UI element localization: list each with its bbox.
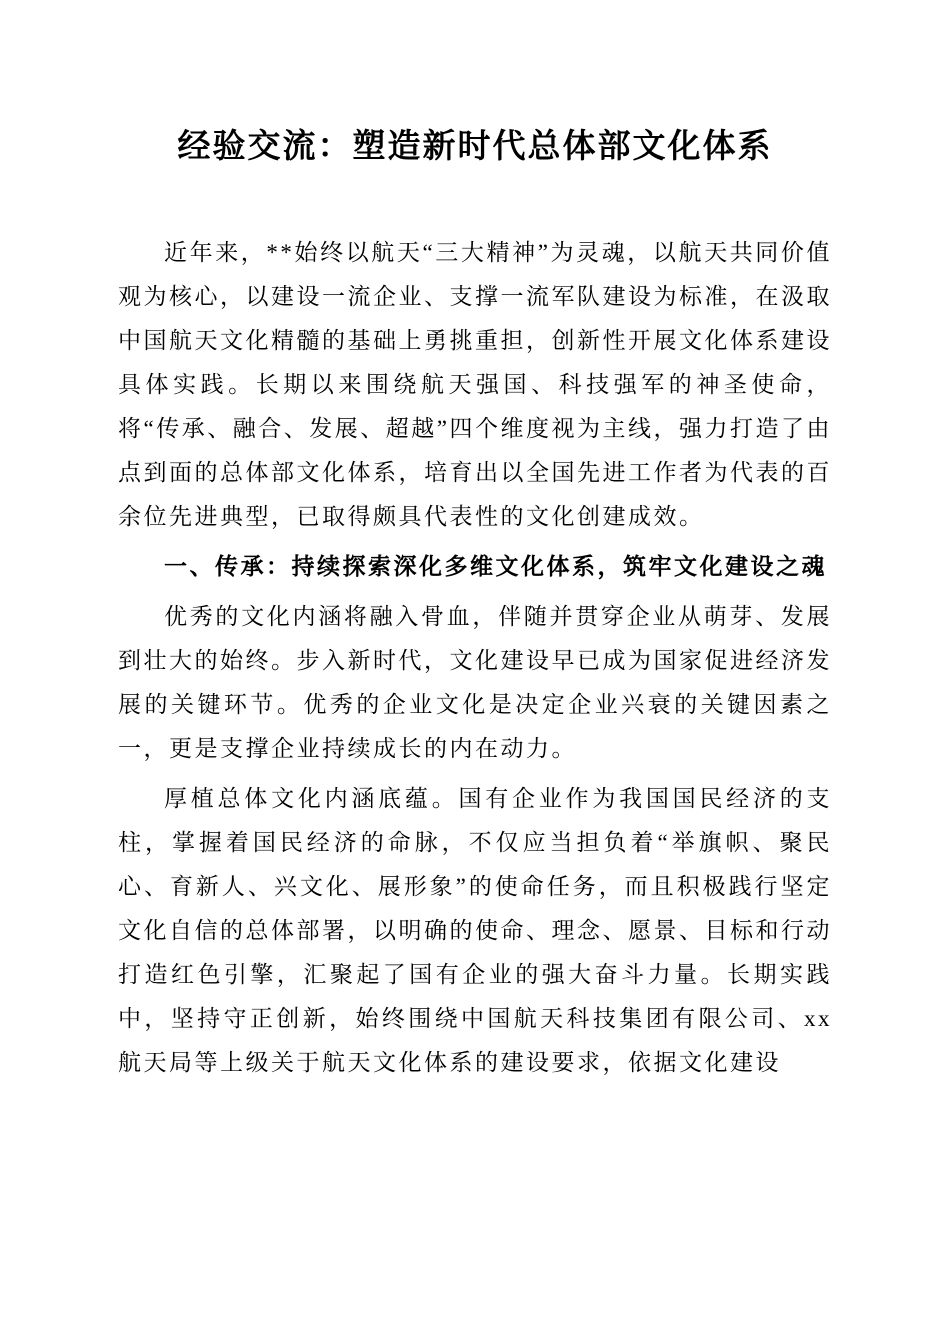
- paragraph-intro: 近年来，**始终以航天“三大精神”为灵魂，以航天共同价值观为核心，以建设一流企业、支撑一流军队建设为标准，在汲取中国航天文化精髓的基础上勇挑重担，创新性开展文化体系建设具体实践。长期以来围绕航天强国、科技强军的神圣使命，将“传承、融合、发展、超越”四个维度视为主线，强力打造了由点到面的总体部文化体系，培育出以全国先进工作者为代表的百余位先进典型，已取得颇具代表性的文化创建成效。: [118, 239, 832, 529]
- paragraph-culture-foundation: 厚植总体文化内涵底蕴。国有企业作为我国国民经济的支柱，掌握着国民经济的命脉，不仅应当担负着“举旗帜、聚民心、育新人、兴文化、展形象”的使命任务，而且积极践行坚定文化自信的总体部署，以明确的使命、理念、愿景、目标和行动打造红色引擎，汇聚起了国有企业的强大奋斗力量。长期实践中，坚持守正创新，始终围绕中国航天科技集团有限公司、xx航天局等上级关于航天文化体系的建设要求，依据文化建设: [118, 785, 832, 1075]
- section-heading-1: 一、传承：持续探索深化多维文化体系，筑牢文化建设之魂: [164, 553, 827, 579]
- paragraph-culture-meaning: 优秀的文化内涵将融入骨血，伴随并贯穿企业从萌芽、发展到壮大的始终。步入新时代，文化建设早已成为国家促进经济发展的关键环节。优秀的企业文化是决定企业兴衰的关键因素之一，更是支撑企业持续成长的内在动力。: [118, 603, 832, 761]
- document-title: 经验交流：塑造新时代总体部文化体系: [177, 129, 773, 165]
